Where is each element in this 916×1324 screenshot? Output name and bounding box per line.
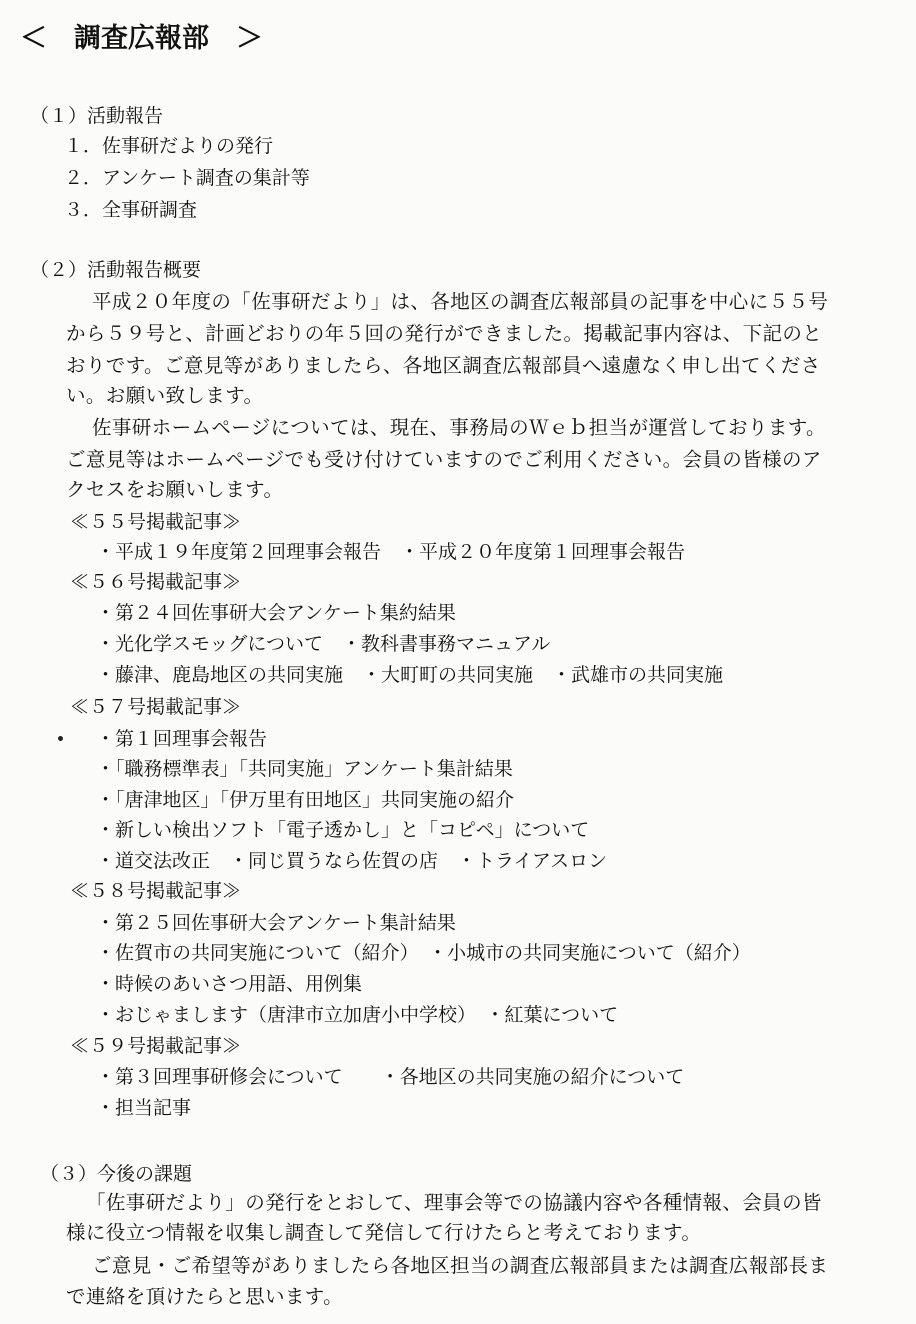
paragraph-line: で連絡を頂けたらと思います。 <box>66 1285 344 1308</box>
article-line: ・おじゃまします（唐津市立加唐小中学校） ・紅葉について <box>96 1004 619 1026</box>
paragraph-line: ご意見・ご希望等がありましたら各地区担当の調査広報部員または調査広報部長ま <box>92 1254 829 1277</box>
paragraph-line: い。お願い致します。 <box>66 384 264 407</box>
article-line: ・時候のあいさつ用語、用例集 <box>96 973 363 995</box>
article-line: ・「唐津地区」「伊万里有田地区」共同実施の紹介 <box>96 789 515 811</box>
article-line: ・平成１９年度第２回理事会報告 ・平成２０年度第１回理事会報告 <box>96 541 686 563</box>
section-3-heading: （３）今後の課題 <box>40 1163 193 1185</box>
paragraph-line: 佐事研ホームページについては、現在、事務局のＷｅｂ担当が運営しております。 <box>92 416 826 439</box>
section-1-heading: （１）活動報告 <box>30 105 164 127</box>
article-line: ・藤津、鹿島地区の共同実施 ・大町町の共同実施 ・武雄市の共同実施 <box>96 664 724 686</box>
article-line: ・第１回理事会報告 <box>96 728 268 750</box>
paragraph-line: クセスをお願いします。 <box>66 478 284 501</box>
stray-mark <box>57 735 64 742</box>
paragraph-line: 「佐事研だより」の発行をとおして、理事会等での協議内容や各種情報、会員の皆 <box>86 1191 822 1214</box>
paragraph-line: から５９号と、計画どおりの年５回の発行ができました。掲載記事内容は、下記のと <box>66 322 823 345</box>
paragraph-line: 平成２０年度の「佐事研だより」は、各地区の調査広報部員の記事を中心に５５号 <box>92 290 829 313</box>
section-1-item: ２．アンケート調査の集計等 <box>64 167 310 189</box>
section-1-item: ３．全事研調査 <box>64 199 198 221</box>
article-line: ・佐賀市の共同実施について（紹介） ・小城市の共同実施について（紹介） <box>96 942 751 964</box>
paragraph-line: 様に役立つ情報を収集し調査して発信して行けたらと考えております。 <box>66 1221 702 1244</box>
paragraph-line: おりです。ご意見等がありましたら、各地区調査広報部員へ遠慮なく申し出てくださ <box>66 354 821 377</box>
article-line: ・第２５回佐事研大会アンケート集計結果 <box>96 912 456 934</box>
section-2-heading: （２）活動報告概要 <box>30 259 202 281</box>
article-line: ・「職務標準表」「共同実施」アンケート集計結果 <box>96 758 513 780</box>
issue-56-heading: ≪５６号掲載記事≫ <box>70 571 242 593</box>
issue-59-heading: ≪５９号掲載記事≫ <box>70 1035 242 1057</box>
section-1-item: １．佐事研だよりの発行 <box>64 135 274 157</box>
article-line: ・第３回理事研修会について ・各地区の共同実施の紹介について <box>96 1066 685 1088</box>
page-title: ＜ 調査広報部 ＞ <box>20 23 263 54</box>
article-line: ・第２４回佐事研大会アンケート集約結果 <box>96 602 456 624</box>
article-line: ・道交法改正 ・同じ買うなら佐賀の店 ・トライアスロン <box>96 850 608 872</box>
issue-57-heading: ≪５７号掲載記事≫ <box>70 696 242 718</box>
paragraph-line: ご意見等はホームページでも受け付けていますのでご利用ください。会員の皆様のア <box>66 448 822 471</box>
article-line: ・光化学スモッグについて ・教科書事務マニュアル <box>96 633 551 655</box>
article-line: ・担当記事 <box>96 1097 192 1119</box>
issue-58-heading: ≪５８号掲載記事≫ <box>70 880 242 902</box>
article-line: ・新しい検出ソフト「電子透かし」と「コピペ」について <box>96 819 590 841</box>
issue-55-heading: ≪５５号掲載記事≫ <box>70 511 242 533</box>
